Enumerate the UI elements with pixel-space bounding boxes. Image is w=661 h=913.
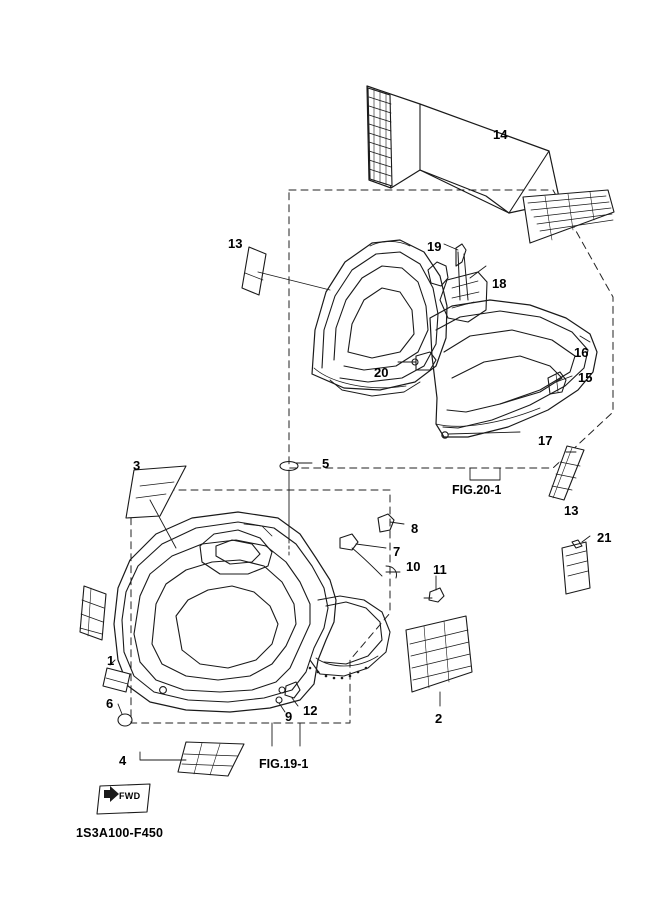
- part-13-upper-decal: [242, 247, 266, 295]
- part-1-decal: [103, 668, 130, 692]
- callout-11: 11: [433, 562, 447, 577]
- fig-20-1-bracket: [470, 468, 500, 480]
- fwd-label: FWD: [119, 791, 141, 801]
- callout-5: 5: [322, 456, 330, 471]
- part-code: 1S3A100-F450: [76, 826, 164, 840]
- leader-16: [580, 336, 590, 342]
- callout-19: 19: [427, 239, 442, 254]
- fig-19-1-bracket: [272, 723, 300, 746]
- callout-12: 12: [303, 703, 318, 718]
- callout-18: 18: [492, 276, 507, 291]
- callout-17: 17: [538, 433, 553, 448]
- fender-dotted-edge: [309, 667, 368, 680]
- callout-16: 16: [574, 345, 589, 360]
- leader-18: [470, 266, 486, 278]
- callout-21: 21: [597, 530, 612, 545]
- fender-grommet-right: [279, 687, 285, 693]
- part-13-lower-decal: [549, 446, 584, 500]
- leader-4: [140, 752, 186, 760]
- leader-17: [448, 432, 520, 434]
- callout-9: 9: [285, 709, 293, 724]
- callout-13-upper: 13: [228, 236, 243, 251]
- part-16-rear-fender: [430, 300, 597, 437]
- callout-15: 15: [578, 370, 593, 385]
- callout-20: 20: [374, 365, 389, 380]
- group-boundary-lower: [131, 490, 390, 723]
- leader-19: [444, 244, 458, 250]
- callout-14: 14: [493, 127, 508, 142]
- callout-6: 6: [106, 696, 114, 711]
- figure-label-20-1: FIG.20-1: [452, 483, 502, 497]
- part-4-decal: [178, 742, 244, 776]
- callout-13-lower: 13: [564, 503, 579, 518]
- callout-4: 4: [119, 753, 127, 768]
- part-21-bracket: [562, 540, 590, 594]
- part-14-decal-right: [523, 190, 614, 243]
- part-14-outline: [367, 86, 560, 213]
- part-6-cap: [118, 714, 132, 726]
- leader-13-upper: [258, 272, 330, 290]
- part-14-decal-left: [368, 88, 392, 186]
- leader-6: [118, 704, 122, 714]
- callout-2: 2: [435, 711, 443, 726]
- callout-3: 3: [133, 458, 141, 473]
- leader-7: [356, 544, 386, 548]
- fender-grommet-left: [160, 687, 167, 694]
- part-7-clip: [340, 534, 358, 550]
- part-11-clip: [429, 588, 444, 602]
- part-main-rear-fender: [114, 512, 336, 712]
- part-2-decal: [406, 616, 472, 692]
- callout-1: 1: [107, 653, 115, 668]
- figure-label-19-1: FIG.19-1: [259, 757, 309, 771]
- leader-21: [582, 536, 590, 542]
- part-9-grommet: [276, 697, 282, 703]
- callout-10: 10: [406, 559, 421, 574]
- callout-8: 8: [411, 521, 419, 536]
- left-side-decal: [80, 586, 106, 640]
- part-8-bolt: [378, 514, 394, 532]
- callout-7: 7: [393, 544, 401, 559]
